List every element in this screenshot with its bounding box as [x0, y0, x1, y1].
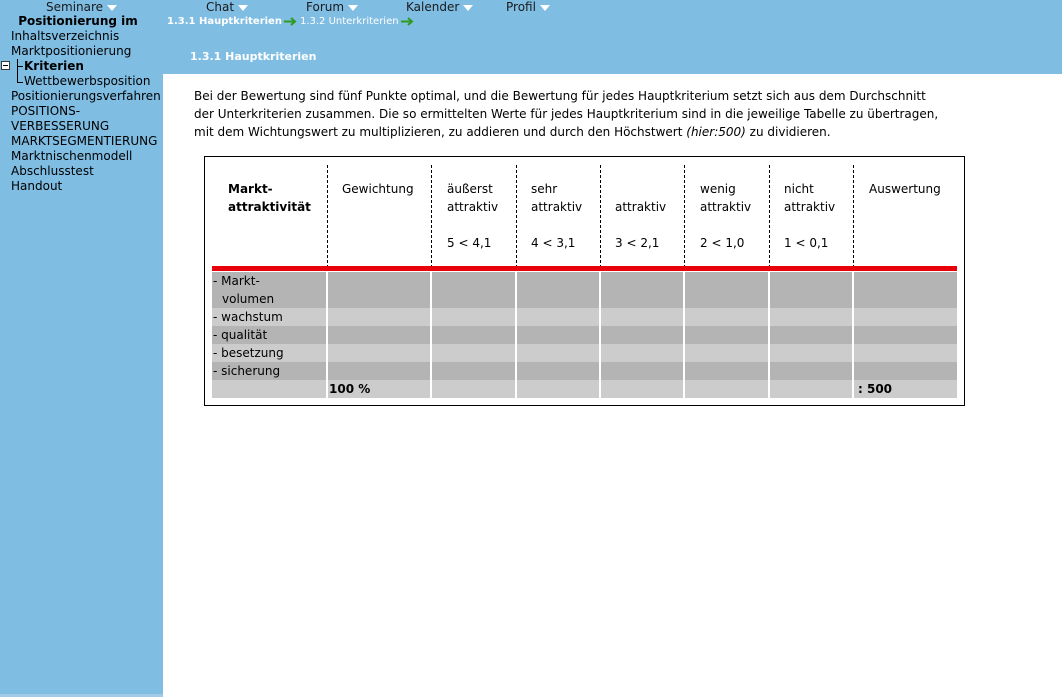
page-title: 1.3.1 Hauptkriterien	[190, 50, 317, 63]
intro-text	[194, 87, 964, 141]
column-divider	[683, 272, 685, 399]
header-range: 4 < 3,1	[531, 236, 576, 250]
sidebar	[0, 14, 163, 697]
row-label-marktvolumen	[213, 272, 274, 308]
total-result: : 500	[858, 382, 893, 396]
table-row	[212, 362, 957, 380]
header-line: Markt-	[228, 182, 273, 196]
menu-forum[interactable]	[306, 0, 358, 14]
breadcrumb-item-hauptkriterien[interactable]: 1.3.1 Hauptkriterien	[167, 16, 282, 27]
sidebar-item-verbesserung[interactable]: VERBESSERUNG	[11, 119, 110, 133]
sidebar-item-marktsegmentierung[interactable]: MARKTSEGMENTIERUNG	[11, 134, 158, 148]
menu-kalender-label: Kalender	[406, 0, 460, 14]
row-label-wachstum: - wachstum	[213, 310, 283, 324]
intro-line-part: zu dividieren.	[749, 125, 831, 139]
chevron-down-icon	[540, 5, 550, 11]
column-divider	[430, 272, 432, 399]
header-auswertung: Auswertung	[869, 182, 941, 196]
menu-chat-label: Chat	[206, 0, 235, 14]
total-weight: 100 %	[329, 382, 371, 396]
menu-seminare[interactable]	[46, 0, 117, 14]
menu-forum-label: Forum	[306, 0, 345, 14]
column-separator	[853, 165, 854, 268]
tree-line	[17, 59, 18, 83]
sidebar-item-positions[interactable]: POSITIONS-	[11, 104, 81, 118]
sidebar-item-abschlusstest[interactable]: Abschlusstest	[11, 164, 94, 178]
column-separator	[327, 165, 328, 268]
column-divider	[599, 272, 601, 399]
header-line: attraktiv	[615, 200, 667, 214]
chevron-down-icon	[107, 5, 117, 11]
header-wenig-attraktiv	[700, 180, 751, 252]
menu-kalender[interactable]	[406, 0, 473, 14]
sidebar-item-marktpositionierung[interactable]: Marktpositionierung	[11, 44, 132, 58]
row-label-qualitaet: - qualität	[213, 328, 268, 342]
table-row	[212, 344, 957, 362]
header-sehr-attraktiv	[531, 180, 582, 252]
sidebar-item-inhaltsverzeichnis[interactable]: Inhaltsverzeichnis	[11, 29, 120, 43]
chevron-down-icon	[463, 5, 473, 11]
column-separator	[516, 165, 517, 268]
menu-chat[interactable]	[206, 0, 248, 14]
header-nicht-attraktiv	[784, 180, 835, 252]
intro-line	[194, 123, 964, 141]
header-marktattraktivitaet	[228, 180, 311, 216]
row-label-line: - Markt-	[213, 274, 260, 288]
content-header	[163, 14, 1062, 76]
sidebar-item-kriterien[interactable]: Kriterien	[24, 59, 84, 73]
header-range: 3 < 2,1	[615, 236, 660, 250]
evaluation-table	[204, 156, 965, 406]
arrow-right-icon	[284, 17, 298, 26]
column-divider	[326, 272, 328, 399]
tree-line	[17, 82, 23, 83]
header-range: 1 < 0,1	[784, 236, 829, 250]
table-row	[212, 272, 957, 308]
chevron-down-icon	[238, 5, 248, 11]
sidebar-item-wettbewerbsposition[interactable]: Wettbewerbsposition	[24, 74, 151, 88]
header-range: 5 < 4,1	[447, 236, 492, 250]
column-divider	[852, 272, 854, 399]
column-divider	[768, 272, 770, 399]
menu-profil[interactable]	[506, 0, 550, 14]
header-line: attraktiv	[531, 200, 583, 214]
column-divider	[515, 272, 517, 399]
table-divider	[212, 266, 957, 271]
column-separator	[684, 165, 685, 268]
header-line: sehr	[531, 182, 558, 196]
header-line: äußerst	[447, 182, 493, 196]
column-separator	[431, 165, 432, 268]
row-label-besetzung: - besetzung	[213, 346, 284, 360]
table-row	[212, 380, 957, 398]
sidebar-item-marktnischenmodell[interactable]: Marktnischenmodell	[11, 149, 133, 163]
sidebar-item-positionierungsverfahren[interactable]: Positionierungsverfahren	[11, 89, 161, 103]
collapse-icon[interactable]	[1, 61, 10, 70]
menu-profil-label: Profil	[506, 0, 536, 14]
header-line: nicht	[784, 182, 814, 196]
header-line: wenig	[700, 182, 736, 196]
sidebar-item-handout[interactable]: Handout	[11, 179, 63, 193]
arrow-right-icon[interactable]	[401, 17, 415, 26]
header-attraktiv	[615, 198, 666, 252]
tree-line	[17, 66, 23, 67]
sidebar-title: Positionierung im	[18, 14, 138, 28]
intro-emphasis: (hier:500)	[686, 125, 746, 139]
row-label-sicherung: - sicherung	[213, 364, 281, 378]
header-line: attraktivität	[228, 200, 311, 214]
intro-line: der Unterkriterien zusammen. Die so ermittelten Werte für jedes Hauptkriterium sind in die jeweilige Tabelle zu übertragen,	[194, 107, 939, 121]
breadcrumb-item-unterkriterien[interactable]: 1.3.2 Unterkriterien	[299, 16, 399, 27]
intro-line: Bei der Bewertung sind fünf Punkte optimal, und die Bewertung für jedes Hauptkriterium setzt sich aus dem Durchschnitt	[194, 89, 926, 103]
table-row	[212, 308, 957, 326]
header-gewichtung: Gewichtung	[342, 182, 414, 196]
column-separator	[769, 165, 770, 268]
table-row	[212, 326, 957, 344]
column-separator	[600, 165, 601, 268]
top-menu-bar	[0, 0, 1062, 14]
breadcrumb	[167, 16, 417, 28]
header-aeusserst-attraktiv	[447, 180, 498, 252]
header-line: attraktiv	[784, 200, 836, 214]
row-label-line: volumen	[222, 292, 275, 306]
chevron-down-icon	[348, 5, 358, 11]
menu-seminare-label: Seminare	[46, 0, 104, 14]
intro-line-part: mit dem Wichtungswert zu multiplizieren, zu addieren und durch den Höchstwert	[194, 125, 683, 139]
header-line: attraktiv	[447, 200, 499, 214]
header-line: attraktiv	[700, 200, 752, 214]
header-range: 2 < 1,0	[700, 236, 745, 250]
